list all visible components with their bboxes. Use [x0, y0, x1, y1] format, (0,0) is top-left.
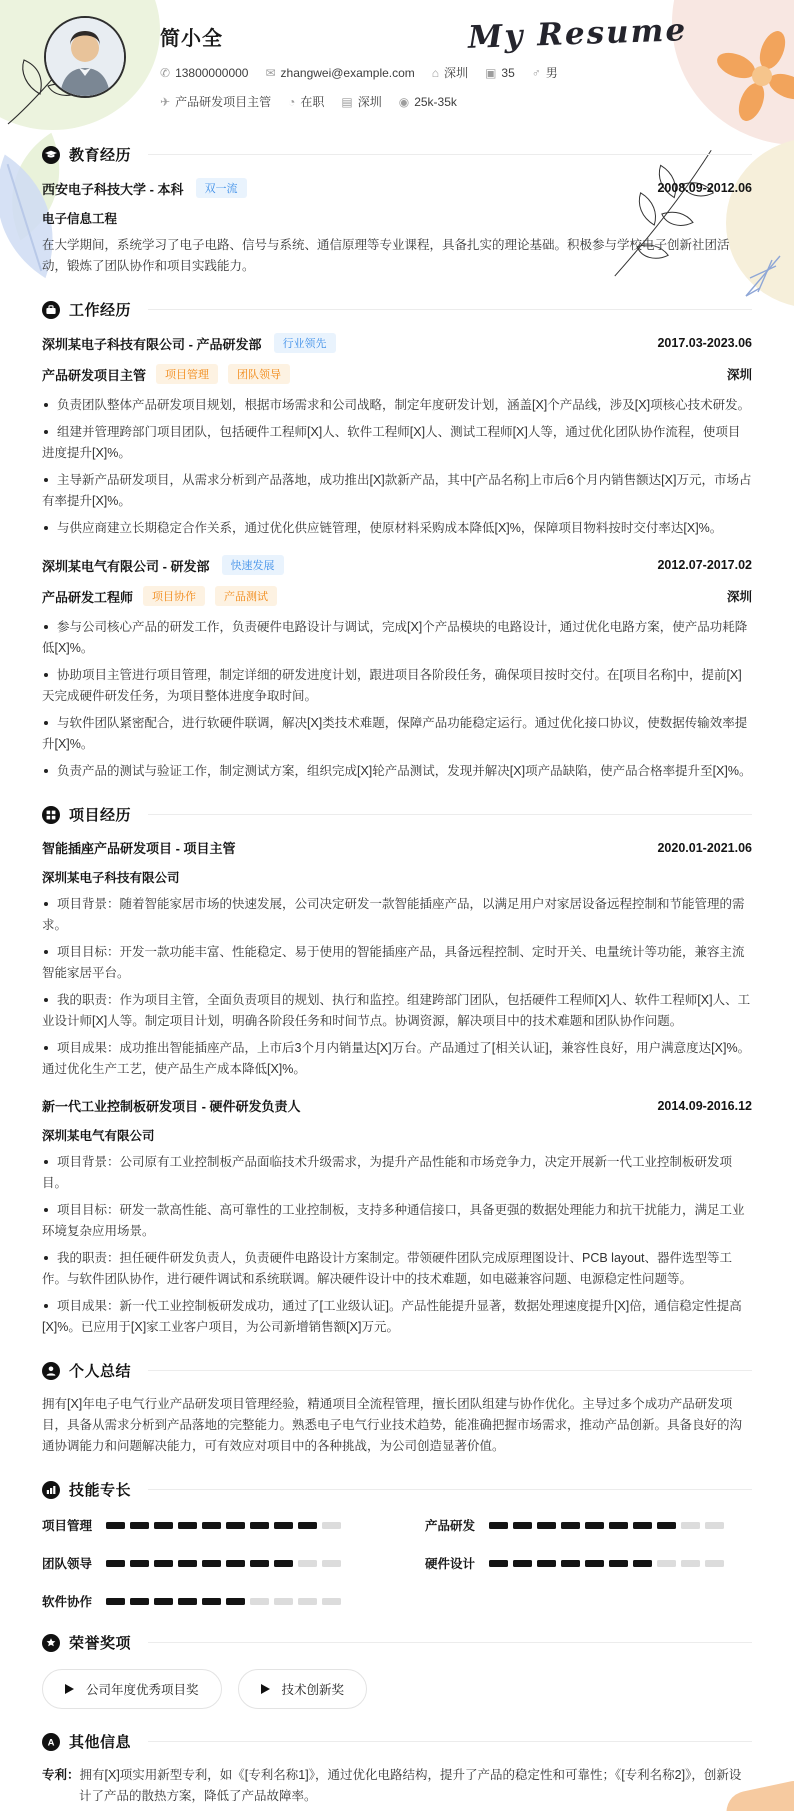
skill-item — [425, 1516, 752, 1534]
patent-text: 拥有[X]项实用新型专利，如《[专利名称1]》，通过优化电路结构，提升了产品的稳定性和可靠性；《[专利名称2]》，创新设计了产品的散热方案，降低了产品故障率。 — [79, 1768, 742, 1803]
bullet-dot — [44, 950, 48, 954]
section-title: 荣誉奖项 — [69, 1635, 132, 1652]
section-title: 项目经历 — [69, 807, 132, 824]
gender-icon: ♂ — [531, 65, 541, 80]
divider — [148, 309, 752, 310]
section-summary — [42, 1360, 752, 1457]
skill-segment — [537, 1560, 556, 1567]
skill-segment — [202, 1522, 221, 1529]
section-other — [42, 1731, 752, 1807]
skill-segment — [226, 1598, 245, 1605]
work-entry — [42, 555, 752, 782]
project-company: 深圳某电气有限公司 — [42, 1129, 155, 1143]
skill-segment — [585, 1560, 604, 1567]
skill-bar — [489, 1522, 724, 1529]
skill-segment — [250, 1522, 269, 1529]
education-date: 2008.09-2012.06 — [657, 181, 752, 195]
bar-chart-icon — [42, 1481, 60, 1499]
work-bullet: 负责团队整体产品研发项目规划，根据市场需求和公司战略，制定年度研发计划，涵盖[X]个产品线，涉及[X]项核心技术研发。 — [42, 395, 752, 416]
bullet-dot — [44, 769, 48, 773]
skill-segment — [154, 1560, 173, 1567]
work-date: 2012.07-2017.02 — [657, 558, 752, 572]
resume-header — [42, 0, 752, 122]
skill-segment — [705, 1522, 724, 1529]
school-badge: 双一流 — [196, 178, 247, 198]
skill-segment — [537, 1522, 556, 1529]
award-list — [42, 1669, 752, 1709]
skill-segment — [513, 1522, 532, 1529]
patent-label: 专利： — [42, 1768, 80, 1782]
contact-row-1 — [160, 64, 558, 81]
section-projects — [42, 804, 752, 1338]
divider — [148, 814, 752, 815]
company-badge: 快速发展 — [222, 555, 284, 575]
project-bullet: 项目成果：成功推出智能插座产品，上市后3个月内销量达[X]万台。产品通过了[相关认证]，兼容性良好，用户满意度达[X]%。通过优化生产工艺，使产品生产成本降低[X]%。 — [42, 1041, 751, 1076]
skill-label: 项目管理 — [42, 1519, 93, 1533]
briefcase-icon — [42, 301, 60, 319]
skill-segment — [106, 1560, 125, 1567]
skill-bar — [106, 1560, 341, 1567]
project-entry — [42, 1096, 752, 1338]
bullet-dot — [44, 403, 48, 407]
skill-label: 硬件设计 — [425, 1557, 476, 1571]
skill-segment — [202, 1598, 221, 1605]
major: 电子信息工程 — [42, 212, 118, 226]
divider — [148, 1489, 752, 1490]
education-description: 在大学期间，系统学习了电子电路、信号与系统、通信原理等专业课程，具备扎实的理论基础。积极参与学校电子创新社团活动，锻炼了团队协作和项目实践能力。 — [42, 238, 730, 273]
skill-segment — [585, 1522, 604, 1529]
skill-segment — [705, 1560, 724, 1567]
skill-item — [425, 1554, 752, 1572]
divider — [148, 1370, 752, 1371]
skill-segment — [178, 1560, 197, 1567]
work-bullet: 参与公司核心产品的研发工作，负责硬件电路设计与调试，完成[X]个产品模块的电路设计，通过优化电路方案，使产品功耗降低[X]%。 — [42, 620, 748, 655]
location-icon: ⌂ — [431, 65, 440, 80]
work-location: 深圳 — [726, 368, 752, 382]
bullet-dot — [44, 430, 48, 434]
person-icon — [42, 1362, 60, 1380]
bullet-dot — [44, 998, 48, 1002]
skill-segment — [609, 1522, 628, 1529]
project-name: 新一代工业控制板研发项目 - 硬件研发负责人 — [42, 1099, 301, 1114]
skill-segment — [561, 1522, 580, 1529]
bullet-dot — [44, 721, 48, 725]
skill-segment — [226, 1560, 245, 1567]
section-awards — [42, 1632, 752, 1709]
work-entry — [42, 333, 752, 539]
bullet-dot — [44, 902, 48, 906]
job-status-icon: ◔ — [288, 94, 296, 109]
project-bullet: 项目目标：开发一款功能丰富、性能稳定、易于使用的智能插座产品，具备远程控制、定时开关、电量统计等功能，兼容主流智能家居平台。 — [42, 945, 745, 980]
project-bullet: 项目成果：新一代工业控制板研发成功，通过了[工业级认证]。产品性能提升显著，数据处理速度提升[X]倍，通信稳定性提高[X]%。已应用于[X]家工业客户项目，为公司新增销售额[X]万元。 — [42, 1299, 742, 1334]
skill-segment — [106, 1598, 125, 1605]
company-name: 深圳某电子科技有限公司 - 产品研发部 — [42, 336, 262, 352]
skill-segment — [226, 1522, 245, 1529]
work-city-icon: ▤ — [341, 94, 353, 109]
skill-segment — [657, 1522, 676, 1529]
skill-segment — [154, 1598, 173, 1605]
skill-segment — [681, 1522, 700, 1529]
project-bullet: 项目背景：随着智能家居市场的快速发展，公司决定研发一款智能插座产品，以满足用户对家居设备远程控制和节能管理的需求。 — [42, 897, 745, 932]
skill-segment — [154, 1522, 173, 1529]
skill-segment — [633, 1522, 652, 1529]
skill-segment — [274, 1522, 293, 1529]
patent-info — [42, 1765, 752, 1807]
position-icon: ✈ — [160, 94, 171, 109]
play-icon — [65, 1684, 74, 1694]
medal-icon — [42, 1634, 60, 1652]
section-title: 技能专长 — [69, 1482, 132, 1499]
project-name: 智能插座产品研发项目 - 项目主管 — [42, 841, 236, 856]
skill-segment — [489, 1560, 508, 1567]
skill-segment — [250, 1560, 269, 1567]
bullet-dot — [44, 1046, 48, 1050]
skill-segment — [178, 1598, 197, 1605]
work-bullet: 与供应商建立长期稳定合作关系，通过优化供应链管理，使原材料采购成本降低[X]%，保障项目物料按时交付率达[X]%。 — [42, 518, 752, 539]
skill-segment — [130, 1560, 149, 1567]
bullet-dot — [44, 1304, 48, 1308]
position-value: 产品研发项目主管 — [175, 95, 272, 109]
bullet-dot — [44, 526, 48, 530]
role-tag: 项目协作 — [143, 586, 205, 606]
skill-item — [42, 1592, 369, 1610]
skill-segment — [561, 1560, 580, 1567]
contact-row-2 — [160, 93, 558, 110]
award-label: 公司年度优秀项目奖 — [86, 1683, 199, 1697]
candidate-name: 简小全 — [160, 28, 223, 50]
skill-label: 团队领导 — [42, 1557, 93, 1571]
section-title: 其他信息 — [69, 1734, 132, 1751]
salary-icon: ◉ — [398, 94, 410, 109]
email-value: zhangwei@example.com — [280, 65, 415, 80]
company-name: 深圳某电气有限公司 - 研发部 — [42, 558, 210, 574]
project-bullet: 项目背景：公司原有工业控制板产品面临技术升级需求，为提升产品性能和市场竞争力，决定开展新一代工业控制板研发项目。 — [42, 1155, 733, 1190]
project-date: 2014.09-2016.12 — [657, 1098, 752, 1113]
project-company: 深圳某电子科技有限公司 — [42, 871, 180, 885]
skill-segment — [322, 1598, 341, 1605]
role-tag: 产品测试 — [215, 586, 277, 606]
work-bullet: 负责产品的测试与验证工作，制定测试方案，组织完成[X]轮产品测试，发现并解决[X]项产品缺陷，使产品合格率提升至[X]%。 — [42, 761, 752, 782]
job-role: 产品研发项目主管 — [42, 367, 147, 383]
skill-segment — [130, 1598, 149, 1605]
svg-text:A: A — [47, 1737, 55, 1749]
skill-segment — [681, 1560, 700, 1567]
skill-segment — [633, 1560, 652, 1567]
work-location: 深圳 — [726, 590, 752, 604]
skill-segment — [322, 1560, 341, 1567]
skill-item — [42, 1554, 369, 1572]
gender-value: 男 — [545, 66, 558, 80]
work-city-value: 深圳 — [357, 95, 382, 109]
bullet-dot — [44, 478, 48, 482]
skill-segment — [489, 1522, 508, 1529]
award-label: 技术创新奖 — [281, 1683, 345, 1697]
bullet-dot — [44, 673, 48, 677]
skill-segment — [106, 1522, 125, 1529]
work-date: 2017.03-2023.06 — [657, 336, 752, 350]
info-icon — [42, 1733, 60, 1751]
work-bullet: 组建并管理跨部门项目团队，包括硬件工程师[X]人、软件工程师[X]人、测试工程师[X]人等，通过优化团队协作流程，使项目进度提升[X]%。 — [42, 425, 741, 460]
divider — [148, 154, 752, 155]
section-work — [42, 299, 752, 782]
summary-text: 拥有[X]年电子电气行业产品研发项目管理经验，精通项目全流程管理，擅长团队组建与协作优化。主导过多个成功产品研发项目，具备从需求分析到产品落地的完整能力。熟悉电子电气行业技术趋势，能准确把握市场需求，推动产品创新。具备良好的沟通协调能力和问题解决能力，可有效应对项目中的各种挑战，为公司创造显著价值。 — [42, 1397, 743, 1453]
role-tag: 团队领导 — [228, 364, 290, 384]
divider — [148, 1642, 752, 1643]
project-date: 2020.01-2021.06 — [657, 840, 752, 855]
my-resume-watermark: My Resume — [467, 12, 688, 56]
age-icon: ▣ — [485, 65, 497, 80]
play-icon — [261, 1684, 270, 1694]
skill-segment — [250, 1598, 269, 1605]
skill-segment — [298, 1560, 317, 1567]
section-title: 教育经历 — [69, 147, 132, 164]
phone-value: 13800000000 — [175, 65, 249, 80]
skill-segment — [298, 1522, 317, 1529]
job-role: 产品研发工程师 — [42, 589, 134, 605]
skill-segment — [130, 1522, 149, 1529]
work-bullet: 主导新产品研发项目，从需求分析到产品落地，成功推出[X]款新产品，其中[产品名称]上市后6个月内销售额达[X]万元，市场占有率提升[X]%。 — [42, 473, 752, 508]
skill-segment — [178, 1522, 197, 1529]
phone-icon: ✆ — [160, 65, 171, 80]
salary-value: 25k-35k — [414, 94, 457, 109]
work-bullet: 与软件团队紧密配合，进行软硬件联调，解决[X]类技术难题，保障产品功能稳定运行。通过优化接口协议，使数据传输效率提升[X]%。 — [42, 716, 748, 751]
skill-segment — [274, 1598, 293, 1605]
skill-label: 产品研发 — [425, 1519, 476, 1533]
city-value: 深圳 — [444, 66, 469, 80]
status-value: 在职 — [300, 95, 325, 109]
bullet-dot — [44, 1208, 48, 1212]
section-education — [42, 144, 752, 277]
email-icon: ✉ — [265, 65, 276, 80]
skill-item — [42, 1516, 369, 1534]
age-value: 35 — [501, 65, 515, 80]
project-bullet: 项目目标：研发一款高性能、高可靠性的工业控制板，支持多种通信接口，具备更强的数据处理能力和抗干扰能力，满足工业环境复杂应用场景。 — [42, 1203, 745, 1238]
grid-icon — [42, 806, 60, 824]
project-bullet: 我的职责：担任硬件研发负责人，负责硬件电路设计方案制定。带领硬件团队完成原理图设计、PCB layout、器件选型等工作。与软件团队协作，进行硬件调试和系统联调。解决硬件设计中的技术难题，如电磁兼容问题、电源稳定性问题等。 — [42, 1251, 733, 1286]
section-title: 个人总结 — [69, 1363, 132, 1380]
skill-segment — [513, 1560, 532, 1567]
bullet-dot — [44, 625, 48, 629]
project-bullet: 我的职责：作为项目主管，全面负责项目的规划、执行和监控。组建跨部门团队，包括硬件工程师[X]人、软件工程师[X]人、工业设计师[X]人等。制定项目计划，明确各阶段任务和时间节点。协调资源，解决项目中的技术难题和团队协作问题。 — [42, 993, 751, 1028]
project-entry — [42, 838, 752, 1080]
role-tag: 项目管理 — [156, 364, 218, 384]
bullet-dot — [44, 1256, 48, 1260]
skill-bar — [106, 1522, 341, 1529]
work-bullet: 协助项目主管进行项目管理，制定详细的研发进度计划，跟进项目各阶段任务，确保项目按时交付。在[项目名称]中，提前[X]天完成硬件研发任务，为项目整体进度争取时间。 — [42, 668, 742, 703]
skill-segment — [298, 1598, 317, 1605]
graduation-cap-icon — [42, 146, 60, 164]
divider — [148, 1741, 752, 1742]
skill-label: 软件协作 — [42, 1595, 93, 1609]
avatar — [44, 16, 126, 98]
bullet-dot — [44, 1160, 48, 1164]
award-button[interactable] — [42, 1669, 222, 1709]
skill-grid — [42, 1516, 752, 1610]
skill-segment — [202, 1560, 221, 1567]
skill-bar — [106, 1598, 341, 1605]
section-title: 工作经历 — [69, 302, 132, 319]
award-button[interactable] — [238, 1669, 368, 1709]
skill-bar — [489, 1560, 724, 1567]
school-name: 西安电子科技大学 - 本科 — [42, 181, 184, 197]
skill-segment — [609, 1560, 628, 1567]
skill-segment — [274, 1560, 293, 1567]
company-badge: 行业领先 — [274, 333, 336, 353]
skill-segment — [657, 1560, 676, 1567]
section-skills — [42, 1479, 752, 1610]
skill-segment — [322, 1522, 341, 1529]
